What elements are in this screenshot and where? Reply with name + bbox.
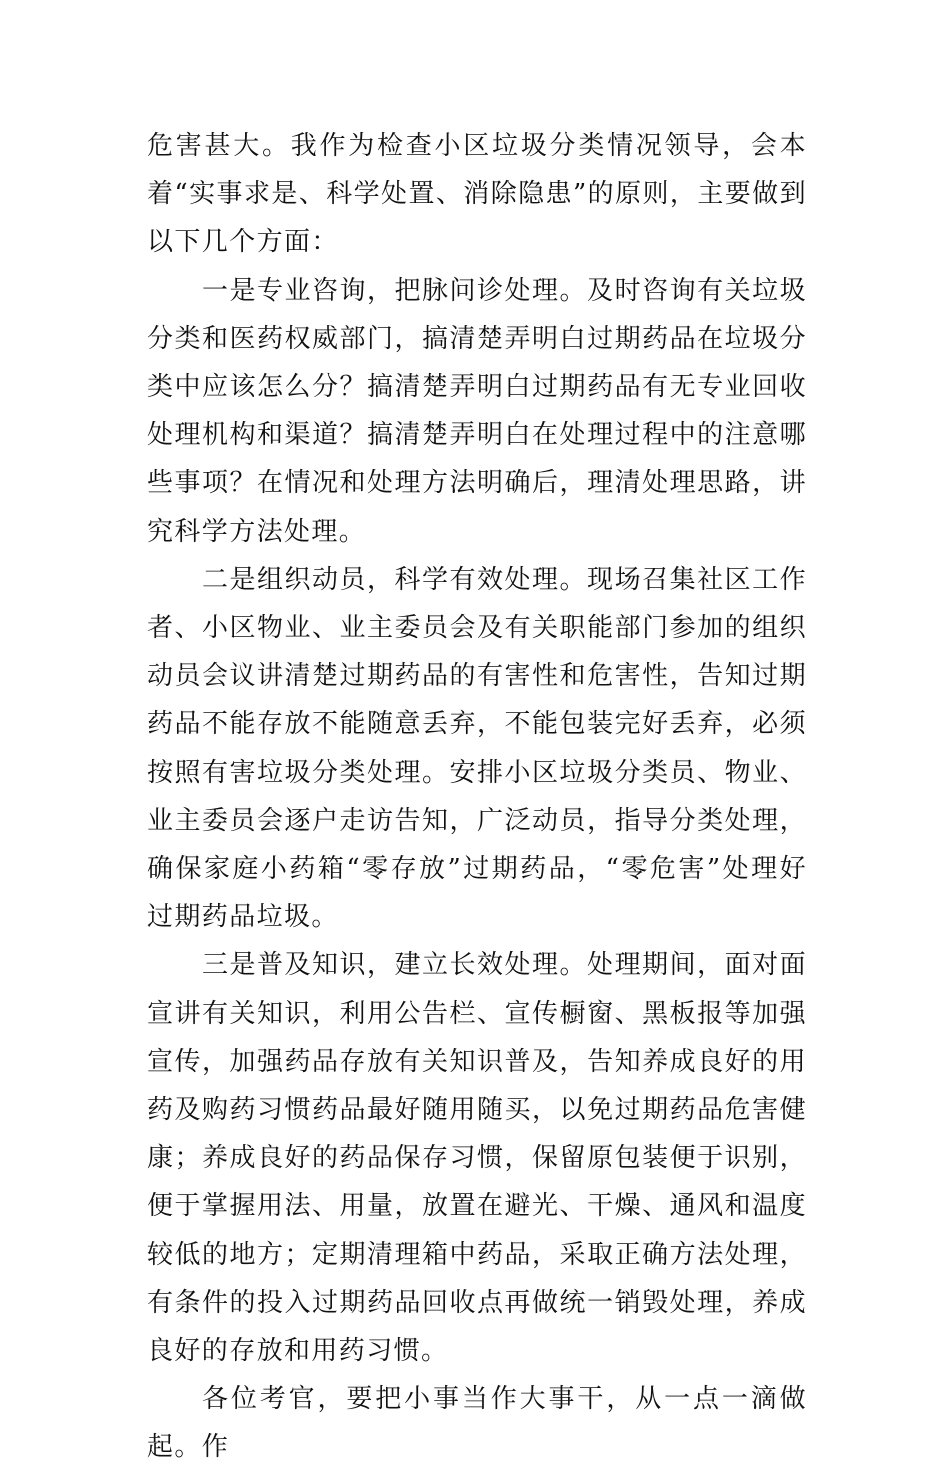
document-body (147, 122, 807, 1472)
paragraph-continuation: 危害甚大。我作为检查小区垃圾分类情况领导，会本着“实事求是、科学处置、消除隐患”的原则，主要做到以下几个方面： (147, 131, 807, 258)
paragraph-organize-mobilize: 二是组织动员，科学有效处理。现场召集社区工作者、小区物业、业主委员会及有关职能部门参加的组织动员会议讲清楚过期药品的有害性和危害性，告知过期药品不能存放不能随意丢弃，不能包装完好丢弃，必须按照有害垃圾分类处理。安排小区垃圾分类员、物业、业主委员会逐户走访告知，广泛动员，指导分类处理，确保家庭小药箱“零存放”过期药品，“零危害”处理好过期药品垃圾。 (147, 564, 807, 933)
paragraph-popularize-knowledge: 三是普及知识，建立长效处理。处理期间，面对面宣讲有关知识，利用公告栏、宣传橱窗、黑板报等加强宣传，加强药品存放有关知识普及，告知养成良好的用药及购药习惯药品最好随用随买，以免过期药品危害健康；养成良好的药品保存习惯，保留原包装便于识别，便于掌握用法、用量，放置在避光、干燥、通风和温度较低的地方；定期清理箱中药品，采取正确方法处理，有条件的投入过期药品回收点再做统一销毁处理，养成良好的存放和用药习惯。 (147, 950, 807, 1367)
paragraph-professional-consultation: 一是专业咨询，把脉问诊处理。及时咨询有关垃圾分类和医药权威部门，搞清楚弄明白过期药品在垃圾分类中应该怎么分？搞清楚弄明白过期药品有无专业回收处理机构和渠道？搞清楚弄明白在处理过程中的注意哪些事项？在情况和处理方法明确后，理清处理思路，讲究科学方法处理。 (147, 275, 807, 547)
paragraph-closing: 各位考官，要把小事当作大事干，从一点一滴做起。作 (147, 1384, 807, 1463)
